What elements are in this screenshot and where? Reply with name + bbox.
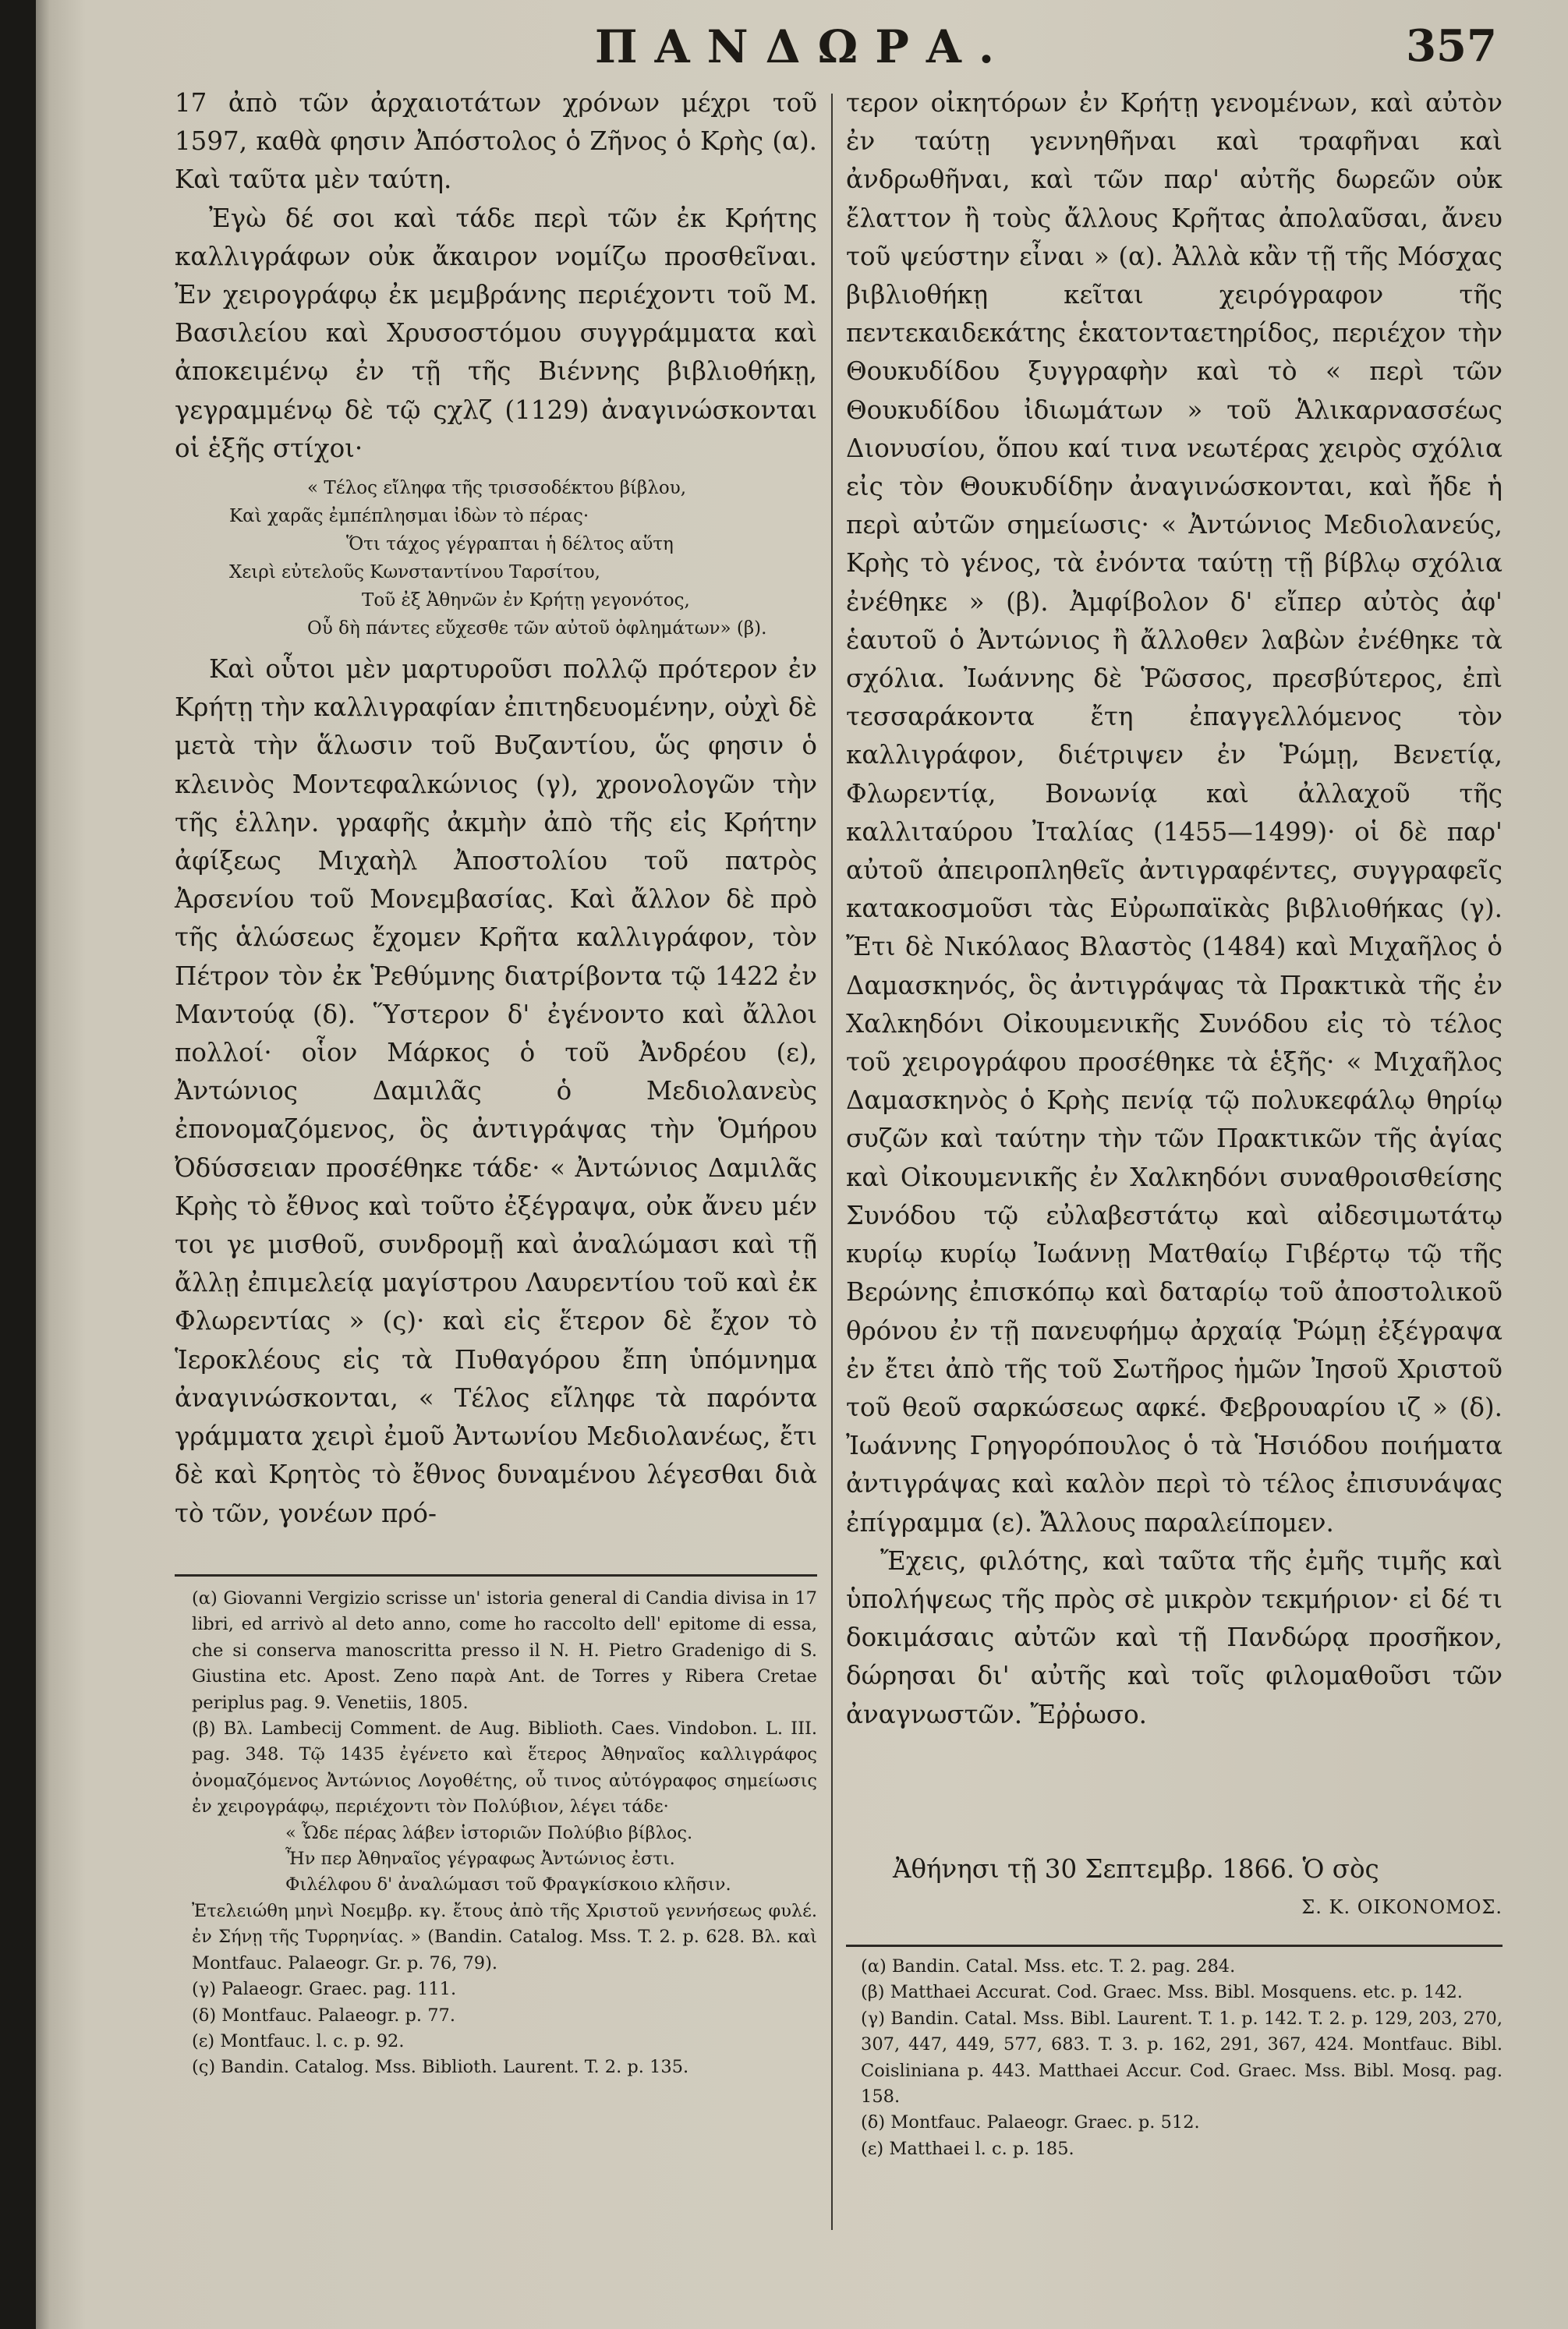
paragraph: τερον οἰκητόρων ἐν Κρήτῃ γενομένων, καὶ αὐτὸν ἐν ταύτῃ γεννηθῆναι καὶ τραφῆναι καὶ ἀνδρωθῆναι, καὶ τῶν παρ' αὐτῆς δωρεῶν οὐκ ἔλαττον ἢ τοὺς ἄλλους Κρῆτας ἀπολαῦσαι, ἄνευ τοῦ ψεύστην εἶναι » (α). Ἀλλὰ κἂν τῇ τῆς Μόσχας βιβλιοθήκῃ κεῖται χειρόγραφον τῆς πεντεκαιδεκάτης ἑκατονταετηρίδος, περιέχον τὴν Θουκυδίδου ξυγγραφὴν καὶ τὸ « περὶ τῶν Θουκυδίδου ἰδιωμάτων » τοῦ Ἁλικαρνασσέως Διονυσίου, ὅπου καί τινα νεωτέρας χειρὸς σχόλια εἰς τὸν Θουκυδίδην ἀναγινώσκονται, καὶ ἤδε ἡ περὶ αὐτῶν σημείωσις· « Ἀντώνιος Μεδιολανεύς, Κρὴς τὸ γένος, τὰ ἐνόντα ταύτῃ τῇ βίβλῳ σχόλια ἐνέθηκε » (β). Ἀμφίβολον δ' εἴπερ αὐτὸς ἀφ' ἑαυτοῦ ὁ Ἀντώνιος ἢ ἄλλοθεν λαβὼν ἐνέθηκε τὰ σχόλια. Ἰωάννης δὲ Ῥῶσσος, πρεσβύτερος, ἐπὶ τεσσαράκοντα ἔτη ἐπαγγελλόμενος τὸν καλλιγράφον, διέτριψεν ἐν Ῥώμῃ, Βενετίᾳ, Φλωρεντίᾳ, Βονωνίᾳ καὶ ἀλλαχοῦ τῆς καλλιταύρου Ἰταλίας (1455—1499)· οἱ δὲ παρ' αὐτοῦ ἀπειροπληθεῖς ἀντιγραφέντες, συγγραφεῖς κατακοσμοῦσι τὰς Εὐρωπαϊκὰς βιβλιοθήκας (γ). Ἔτι δὲ Νικόλαος Βλαστὸς (1484) καὶ Μιχαῆλος ὁ Δαμασκηνός, ὃς ἀντιγράψας τὰ Πρακτικὰ τῆς ἐν Χαλκηδόνι Οἰκουμενικῆς Συνόδου εἰς τὸ τέλος τοῦ χειρογράφου προσέθηκε τὰ ἑξῆς· « Μιχαῆλος Δαμασκηνὸς ὁ Κρὴς πενίᾳ τῷ πολυκεφάλῳ θηρίῳ συζῶν καὶ ταύτην τὴν τῶν Πρακτικῶν τῆς ἁγίας καὶ Οἰκουμενικῆς ἐν Χαλκηδόνι συναθροισθείσης Συνόδου τῷ εὐλαβεστάτῳ καὶ αἰδεσιμωτάτῳ κυρίῳ κυρίῳ Ἰωάννῃ Ματθαίῳ Γιβέρτῳ τῷ τῆς Βερώνης ἐπισκόπῳ καὶ δαταρίῳ τοῦ ἀποστολικοῦ θρόνου ἐν τῇ πανευφήμῳ ἀρχαίᾳ Ῥώμῃ ἐξέγραψα ἐν ἔτει ἀπὸ τῆς τοῦ Σωτῆρος ἡμῶν Ἰησοῦ Χριστοῦ τοῦ θεοῦ σαρκώσεως αφκέ. Φεβρουαρίου ιζ » (δ). Ἰωάννης Γρηγορόπουλος ὁ τὰ Ἡσιόδου ποιήματα ἀντιγράψας καὶ καλὸν περὶ τὸ τέλος ἐπισυνάψας ἐπίγραμμα (ε). Ἄλλους παραλείπομεν.	[846, 88, 1503, 1538]
verse-line: Καὶ χαρᾶς ἐμπέπλησμαι ἰδὼν τὸ πέρας·	[229, 506, 589, 527]
footnote: (δ) Montfauc. Palaeogr. p. 77.	[192, 2005, 456, 2026]
paragraph: 17 ἀπὸ τῶν ἀρχαιοτάτων χρόνων μέχρι τοῦ 1597, καθὰ φησιν Ἀπόστολος ὁ Ζῆνος ὁ Κρὴς (α). Καὶ ταῦτα μὲν ταύτη.	[175, 88, 817, 195]
footnote: (α) Bandin. Catal. Mss. etc. T. 2. pag. 284.	[861, 1956, 1236, 1977]
footnote-verse-line: Ἦν περ Ἀθηναῖος γέγραφως Ἀντώνιος ἐστι.	[285, 1849, 675, 1870]
footnote-verse-line: Φιλέλφου δ' ἀναλώμασι τοῦ Φραγκίσκοιο κλῆσιν.	[285, 1874, 731, 1895]
paragraph: Ἔχεις, φιλότης, καὶ ταῦτα τῆς ἐμῆς τιμῆς καὶ ὑπολήψεως τῆς πρὸς σὲ μικρὸν τεκμήριον· εἰ δέ τι δοκιμάσαις αὐτῶν καὶ τῇ Πανδώρᾳ προσῆκον, δώρησαι δι' αὐτῆς καὶ τοῖς φιλομαθοῦσι τῶν ἀναγνωστῶν. Ἔῤῥωσο.	[846, 1545, 1503, 1729]
verse-line: Χειρὶ εὐτελοῦς Κωνσταντίνου Ταρσίτου,	[229, 562, 600, 583]
signoff-date: Ἀθήνησι τῇ 30 Σεπτεμβρ. 1866. Ὁ σὸς	[893, 1854, 1379, 1884]
footnote-rule	[175, 1574, 817, 1577]
footnote: (β) Matthaei Accurat. Cod. Graec. Mss. Bibl. Mosquens. etc. p. 142.	[861, 1982, 1463, 2003]
footnote: (ε) Matthaei l. c. p. 185.	[861, 2138, 1074, 2159]
footnote: (β) Βλ. Lambecij Comment. de Aug. Biblioth. Caes. Vindobon. L. III. pag. 348. Τῷ 1435 ἐγένετο καὶ ἕτερος Ἀθηναῖος καλλιγράφος ὀνομαζόμενος Ἀντώνιος Λογοθέτης, οὗ τινος αὐτόγραφος σημείωσις ἐν χειρογράφῳ, περιέχοντι τὸν Πολύβιον, λέγει τάδε·	[192, 1718, 817, 1818]
footnote: (α) Giovanni Vergizio scrisse un' istoria general di Candia divisa in 17 libri, ed arrivò al deto anno, come ho raccolto dell' epitome di essa, che si conserva manoscritta presso il N. H. Pietro Gradenigo di S. Giustina etc. Apost. Zeno παρὰ Ant. de Torres y Ribera Cretae periplus pag. 9. Venetiis, 1805.	[192, 1588, 817, 1713]
footnotes-right	[861, 1954, 1503, 2162]
verse-line: Τοῦ ἐξ Ἀθηνῶν ἐν Κρήτῃ γεγονότος,	[362, 590, 690, 611]
page-number: 357	[1406, 20, 1497, 72]
column-divider	[831, 94, 833, 2230]
paragraph: Ἐγὼ δέ σοι καὶ τάδε περὶ τῶν ἐκ Κρήτης καλλιγράφων οὐκ ἄκαιρον νομίζω προσθεῖναι. Ἐν χειρογράφῳ ἐκ μεμβράνης περιέχοντι τοῦ Μ. Βασιλείου καὶ Χρυσοστόμου συγγράμματα καὶ ἀποκειμένῳ ἐν τῇ τῆς Βιέννης βιβλιοθήκῃ, γεγραμμένῳ δὲ τῷ ςχλζ (1129) ἀναγινώσκονται οἱ ἑξῆς στίχοι·	[175, 203, 817, 463]
left-column	[175, 84, 817, 1533]
footnote: (γ) Bandin. Catal. Mss. Bibl. Laurent. T. 1. p. 142. T. 2. p. 129, 203, 270, 307, 447, 449, 577, 683. T. 3. p. 162, 291, 367, 424. Montfauc. Bibl. Coisliniana p. 443. Matthaei Accur. Cod. Graec. Mss. Bibl. Mosq. pag. 158.	[861, 2008, 1503, 2108]
footnote-verse-line: « Ὧδε πέρας λάβεν ἱστοριῶν Πολύβιο βίβλος.	[285, 1822, 693, 1843]
footnotes-left	[192, 1586, 817, 2081]
verse-line: « Τέλος εἴληφα τῆς τρισσοδέκτου βίβλου,	[307, 478, 687, 499]
footnote: (ε) Montfauc. l. c. p. 92.	[192, 2030, 405, 2051]
footnote: (ς) Bandin. Catalog. Mss. Biblioth. Laurent. T. 2. p. 135.	[192, 2057, 689, 2078]
signoff-author: Σ. Κ. ΟΙΚΟΝΟΜΟΣ.	[1301, 1896, 1503, 1918]
footnote-rule	[846, 1945, 1503, 1947]
footnote: Ἐτελειώθη μηνὶ Νοεμβρ. κγ. ἔτους ἀπὸ τῆς Χριστοῦ γεννήσεως φυλέ. ἐν Σήνῃ τῆς Τυρρηνίας. » (Bandin. Catalog. Mss. T. 2. p. 628. Βλ. καὶ Montfauc. Palaeogr. Gr. p. 76, 79).	[192, 1900, 817, 1973]
footnote: (δ) Montfauc. Palaeogr. Graec. p. 512.	[861, 2112, 1200, 2133]
verse-line: Οὗ δὴ πάντες εὔχεσθε τῶν αὐτοῦ ὀφλημάτων» (β).	[307, 618, 767, 639]
footnote: (γ) Palaeogr. Graec. pag. 111.	[192, 1979, 457, 2000]
verse-block	[229, 474, 817, 642]
verse-line: Ὅτι τάχος γέγραπται ἡ δέλτος αὕτη	[346, 534, 674, 555]
signoff	[846, 1850, 1503, 1927]
running-title: ΠΑΝΔΩΡΑ.	[594, 20, 1012, 73]
right-column	[846, 84, 1503, 1734]
page-header	[109, 20, 1497, 75]
paragraph: Καὶ οὗτοι μὲν μαρτυροῦσι πολλῷ πρότερον ἐν Κρήτῃ τὴν καλλιγραφίαν ἐπιτηδευομένην, οὐχὶ δὲ μετὰ τὴν ἅλωσιν τοῦ Βυζαντίου, ὥς φησιν ὁ κλεινὸς Μοντεφαλκώνιος (γ), χρονολογῶν τὴν τῆς ἑλλην. γραφῆς ἀκμὴν ἀπὸ τῆς εἰς Κρήτην ἀφίξεως Μιχαὴλ Ἀποστολίου τοῦ πατρὸς Ἀρσενίου τοῦ Μονεμβασίας. Καὶ ἄλλον δὲ πρὸ τῆς ἁλώσεως ἔχομεν Κρῆτα καλλιγράφον, τὸν Πέτρον τὸν ἐκ Ῥεθύμνης διατρίβοντα τῷ 1422 ἐν Μαντούᾳ (δ). Ὕστερον δ' ἐγένοντο καὶ ἄλλοι πολλοί· οἷον Μάρκος ὁ τοῦ Ἀνδρέου (ε), Ἀντώνιος Δαμιλᾶς ὁ Μεδιολανεὺς ἐπονομαζόμενος, ὃς ἀντιγράψας τὴν Ὁμήρου Ὀδύσσειαν προσέθηκε τάδε· « Ἀντώνιος Δαμιλᾶς Κρὴς τὸ ἔθνος καὶ τοῦτο ἐξέγραψα, οὐκ ἄνευ μέν τοι γε μισθοῦ, συνδρομῇ καὶ ἀναλώμασι καὶ τῇ ἄλλῃ ἐπιμελείᾳ μαγίστρου Λαυρεντίου τοῦ καὶ ἐκ Φλωρεντίας » (ς)· καὶ εἰς ἕτερον δὲ ἔχον τὸ Ἱεροκλέους εἰς τὰ Πυθαγόρου ἔπη ὑπόμνημα ἀναγινώσκονται, « Τέλος εἴληφε τὰ παρόντα γράμματα χειρὶ ἐμοῦ Ἀντωνίου Μεδιολανέως, ἔτι δὲ καὶ Κρητὸς τὸ ἔθνος δυναμένου λέγεσθαι διὰ τὸ τῶν, γονέων πρό-	[175, 654, 817, 1528]
book-spine-shadow	[0, 0, 36, 2329]
